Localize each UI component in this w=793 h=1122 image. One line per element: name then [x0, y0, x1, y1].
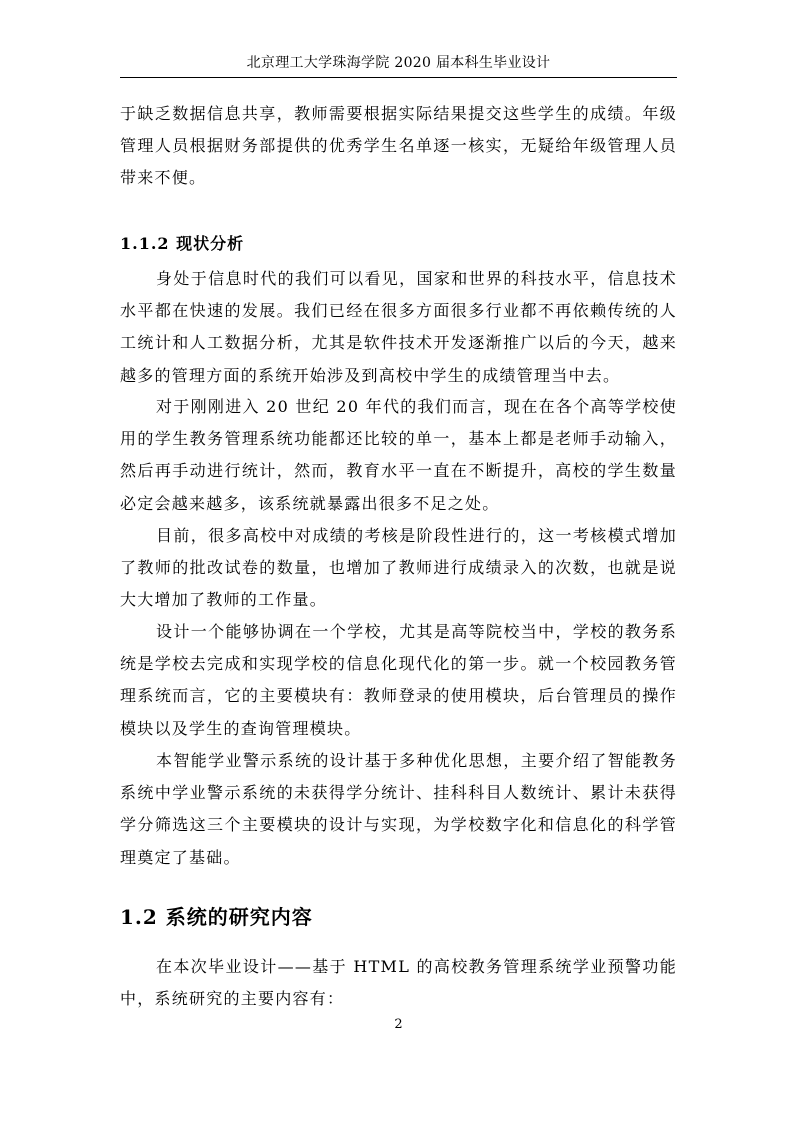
paragraph-6: 在本次毕业设计——基于 HTML 的高校教务管理系统学业预警功能中，系统研究的主要内容有： — [120, 957, 677, 1009]
continuation-paragraph: 于缺乏数据信息共享，教师需要根据实际结果提交这些学生的成绩。年级管理人员根据财务部提供的优秀学生名单逐一核实，无疑给年级管理人员带来不便。 — [120, 104, 677, 188]
paragraph-3: 目前，很多高校中对成绩的考核是阶段性进行的，这一考核模式增加了教师的批改试卷的数量，也增加了教师进行成绩录入的次数，也就是说大大增加了教师的工作量。 — [120, 526, 677, 610]
paragraph-1: 身处于信息时代的我们可以看见，国家和世界的科技水平，信息技术水平都在快速的发展。我们已经在很多方面很多行业都不再依赖传统的人工统计和人工数据分析，尤其是软件技术开发逐渐推广以后的今天，越来越多的管理方面的系统开始涉及到高校中学生的成绩管理当中去。 — [120, 269, 677, 385]
running-header: 北京理工大学珠海学院 2020 届本科生毕业设计 — [246, 55, 551, 71]
page-number: 2 — [394, 1017, 403, 1032]
section-heading-1-2: 1.2 系统的研究内容 — [120, 905, 313, 929]
paragraph-5: 本智能学业警示系统的设计基于多种优化思想，主要介绍了智能教务系统中学业警示系统的未获得学分统计、挂科科目人数统计、累计未获得学分筛选这三个主要模块的设计与实现，为学校数字化和信息化的科学管理奠定了基础。 — [120, 751, 677, 867]
paragraph-2: 对于刚刚进入 20 世纪 20 年代的我们而言，现在在各个高等学校使用的学生教务管理系统功能都还比较的单一，基本上都是老师手动输入，然后再手动进行统计，然而，教育水平一直在不断提升，高校的学生数量必定会越来越多，该系统就暴露出很多不足之处。 — [120, 397, 677, 513]
header-rule — [120, 77, 677, 78]
section-heading-1-1-2: 1.1.2 现状分析 — [120, 234, 245, 253]
paragraph-4: 设计一个能够协调在一个学校，尤其是高等院校当中，学校的教务系统是学校去完成和实现学校的信息化现代化的第一步。就一个校园教务管理系统而言，它的主要模块有：教师登录的使用模块，后台管理员的操作模块以及学生的查询管理模块。 — [120, 622, 677, 738]
